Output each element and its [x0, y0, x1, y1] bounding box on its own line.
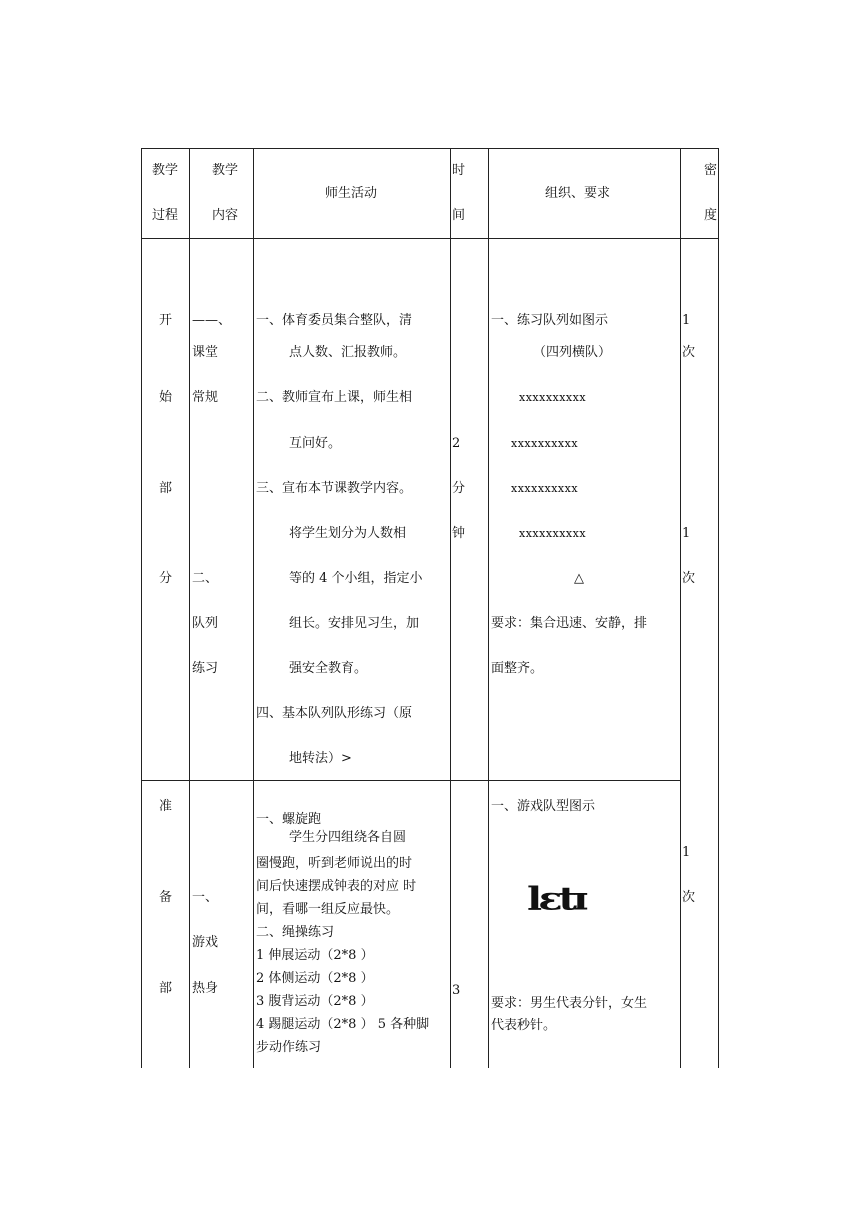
section2-process-char: 部: [159, 981, 173, 996]
section1-org-title: 一、练习队列如图示: [491, 313, 609, 328]
col-border-2: [189, 148, 190, 1068]
table-top-border: [141, 148, 719, 149]
section2-time: 3: [452, 983, 461, 998]
header-content-line2: 内容: [212, 208, 239, 223]
header-organization: 组织、要求: [545, 186, 611, 201]
section2-activity-line: 2 体侧运动（2*8 ）: [256, 971, 374, 986]
col-border-5: [488, 148, 489, 1068]
section2-content-num: 一、: [192, 890, 219, 905]
section1-activity-line: 等的 4 个小组，指定小: [289, 571, 423, 586]
section1-org-requirement-line2: 面整齐。: [491, 661, 544, 676]
section2-activity-line: 间，看哪一组反应最快。: [256, 902, 400, 917]
section1-process-char3: 部: [159, 481, 173, 496]
header-time-line2: 间: [452, 208, 466, 223]
section1-activity-line: 将学生划分为人数相: [289, 526, 407, 541]
section1-org-subtitle: （四列横队）: [533, 345, 612, 360]
section1-time-char: 分: [452, 481, 466, 496]
section2-activity-line: 二、绳操练习: [256, 925, 335, 940]
section1-content-1-line1: 课堂: [192, 345, 219, 360]
section2-activity-line: 圈慢跑，听到老师说出的时: [256, 856, 413, 871]
section1-activity-line: 互问好。: [289, 436, 342, 451]
section2-org-requirement-line2: 代表秒针。: [491, 1018, 557, 1033]
section2-activity-line: 一、螺旋跑: [256, 812, 322, 827]
section1-process-char4: 分: [159, 571, 173, 586]
formation-row: xxxxxxxxxx: [519, 391, 587, 404]
game-formation-diagram: lɛtɪ: [527, 879, 585, 918]
col-border-4: [450, 148, 451, 1068]
section1-density-1-num: 1: [682, 313, 691, 328]
header-process-line1: 教学: [152, 163, 179, 178]
section2-process-char: 备: [159, 890, 173, 905]
section1-density-2-unit: 次: [682, 571, 696, 586]
section1-org-requirement-line1: 要求：集合迅速、安静，排: [491, 616, 648, 631]
section1-content-1-line2: 常规: [192, 390, 219, 405]
col-border-7: [718, 148, 719, 1068]
section1-process-char1: 开: [159, 313, 173, 328]
section1-time-char: 2: [452, 436, 461, 451]
section1-activity-line: 二、教师宣布上课，师生相: [256, 390, 413, 405]
teacher-triangle-icon: △: [574, 571, 584, 586]
section2-activity-line: 3 腹背运动（2*8 ）: [256, 994, 374, 1009]
section2-org-requirement-line1: 要求：男生代表分针，女生: [491, 996, 648, 1011]
section1-activity-line: 强安全教育。: [289, 661, 368, 676]
section2-density-num: 1: [682, 845, 691, 860]
section1-activity-line: 四、基本队列队形练习（原: [256, 706, 413, 721]
section1-activity-line: 点人数、汇报教师。: [289, 345, 407, 360]
section1-activity-line: 三、宣布本节课教学内容。: [256, 481, 413, 496]
header-process-line2: 过程: [152, 208, 179, 223]
section2-content-line2: 热身: [192, 981, 219, 996]
header-time-line1: 时: [452, 163, 466, 178]
section-divider: [141, 780, 680, 781]
header-density-line2: 度: [704, 208, 718, 223]
section2-activity-block: [256, 852, 450, 1059]
formation-row: xxxxxxxxxx: [511, 482, 579, 495]
section1-content-2-num: 二、: [192, 571, 219, 586]
formation-row: xxxxxxxxxx: [519, 527, 587, 540]
section2-process-char: 准: [159, 799, 173, 814]
header-content-line1: 教学: [212, 163, 239, 178]
section1-activity-line: 组长。安排见习生，加: [289, 616, 420, 631]
section1-time-char: 钟: [452, 526, 466, 541]
section2-activity-line: 4 踢腿运动（2*8 ） 5 各种脚: [256, 1017, 430, 1032]
section2-activity-block: [256, 808, 446, 831]
section2-density-unit: 次: [682, 890, 696, 905]
col-border-1: [141, 148, 142, 1068]
section1-density-2-num: 1: [682, 526, 691, 541]
col-border-6: [680, 148, 681, 1068]
section2-content-line1: 游戏: [192, 935, 219, 950]
section1-content-1-num: ——、: [192, 313, 232, 328]
header-activity: 师生活动: [325, 186, 378, 201]
section1-process-char2: 始: [159, 390, 173, 405]
section2-activity-line: 学生分四组绕各自圆: [289, 830, 407, 845]
section1-content-2-line1: 队列: [192, 616, 219, 631]
header-bottom-border: [141, 238, 719, 239]
section2-org-title: 一、游戏队型图示: [491, 799, 596, 814]
formation-row: xxxxxxxxxx: [511, 437, 579, 450]
header-density-line1: 密: [704, 163, 718, 178]
section2-activity-line: 间后快速摆成钟表的对应 时: [256, 879, 417, 894]
section1-activity-line: 一、体育委员集合整队，清: [256, 313, 413, 328]
section1-activity-line: 地转法）>: [289, 751, 352, 766]
section1-density-1-unit: 次: [682, 345, 696, 360]
section2-activity-line: 步动作练习: [256, 1040, 322, 1055]
col-border-3: [253, 148, 254, 1068]
section2-activity-line: 1 伸展运动（2*8 ）: [256, 948, 374, 963]
section1-content-2-line2: 练习: [192, 661, 219, 676]
